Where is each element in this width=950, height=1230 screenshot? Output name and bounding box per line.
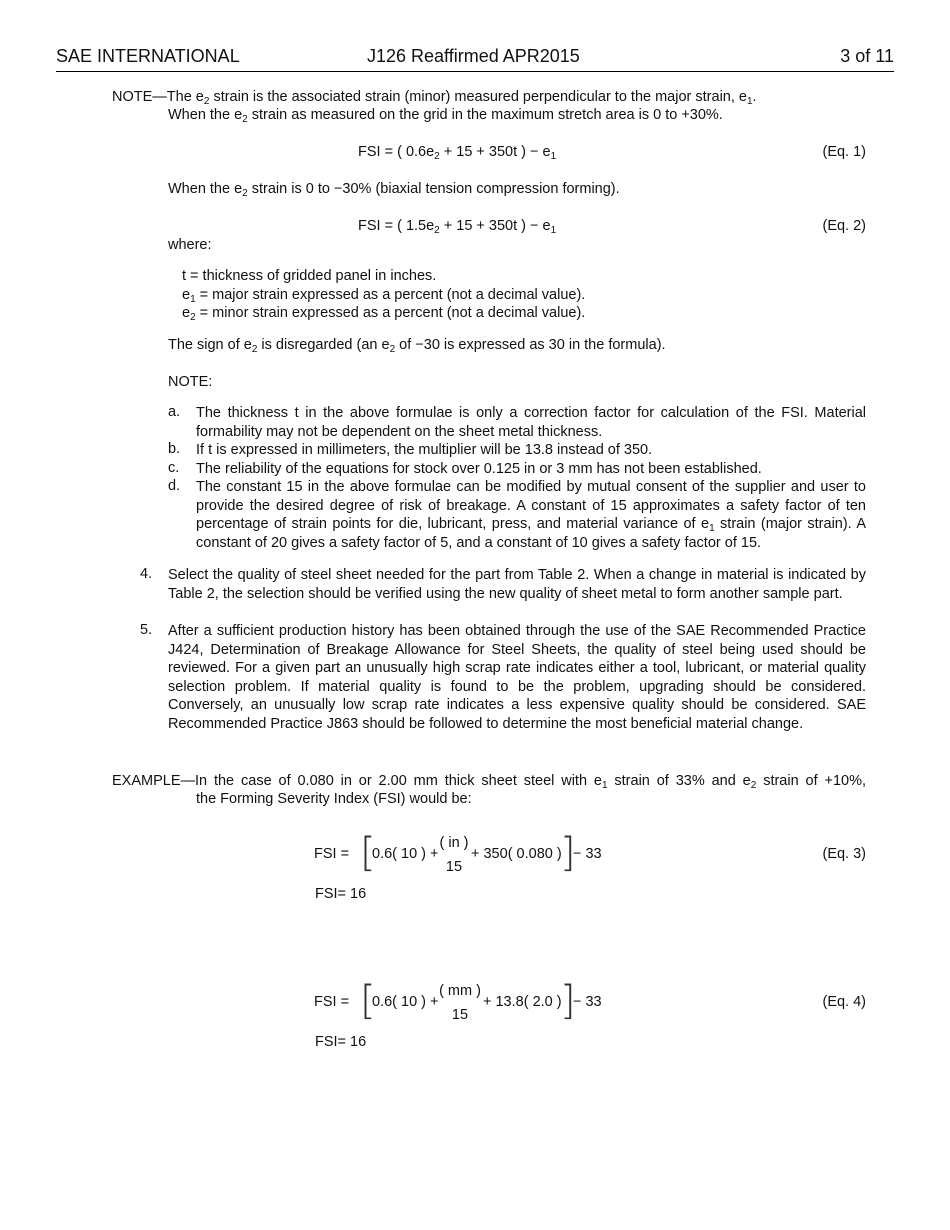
step-4-marker: 4. [140, 566, 153, 582]
note-line-2: When the $e_2$ strain as measured on the grid in the maximum stretch area is 0 to +30%. [168, 107, 723, 125]
note-b-marker: b. [168, 441, 181, 457]
step-5-marker: 5. [140, 622, 153, 638]
eq4-result: FSI= 16 [315, 1034, 367, 1050]
header-org: SAE INTERNATIONAL [56, 46, 240, 66]
eq3-bracket-left: [ [360, 830, 376, 876]
eq4-fraction-numerator: ( mm ) [439, 983, 481, 999]
note-c-marker: c. [168, 460, 180, 476]
note-c: The reliability of the equations for stock over 0.125 in or 3 mm has not been established. [196, 461, 762, 477]
header-page-number: 3 of 11 [840, 46, 894, 66]
eq3-term-2: + 350( 0.080 ) [471, 846, 562, 862]
equation-3-label: (Eq. 3) [822, 846, 866, 862]
eq4-lhs: FSI = [314, 994, 350, 1010]
example-line-1: EXAMPLE—In the case of 0.080 in or 2.00 mm thick sheet steel with $e_1$ strain of 33% and $e_2$ strain of +10%, [112, 773, 867, 791]
equation-2: FSI = ( $1.5e_2 + 15 + 350t$ ) − $e_1$ [358, 218, 557, 236]
eq4-term-1: 0.6( 10 ) + [372, 994, 439, 1010]
equation-1-label: (Eq. 1) [822, 144, 866, 160]
example-line-2: the Forming Severity Index (FSI) would be: [196, 791, 472, 807]
note-d: The constant 15 in the above formulae can be modified by mutual consent of the supplier and user to provide the desired degree of risk of breakage. A constant of 15 approximates a safety factor of ten percentage of strain points for die, lubricant, press, and material variance of $e_1$ strain (major strain). A constant of 20 gives a safety factor of 5, and a constant of 10 gives a safety factor of 15. [196, 479, 866, 551]
eq4-fraction-denominator: 15 [451, 1007, 469, 1023]
sign-text: The sign of $e_2$ is disregarded (an $e_2$ of −30 is expressed as 30 in the formula). [168, 337, 666, 355]
def-e1: $e_1$ = major strain expressed as a percent (not a decimal value). [182, 287, 586, 305]
equation-2-label: (Eq. 2) [822, 218, 866, 234]
eq4-bracket-right: ] [560, 978, 576, 1024]
eq3-fraction-numerator: ( in ) [439, 835, 469, 851]
def-e2: $e_2$ = minor strain expressed as a percent (not a decimal value). [182, 305, 586, 323]
biaxial-text: When the $e_2$ strain is 0 to −30% (biaxial tension compression forming). [168, 181, 620, 199]
note-label: NOTE: [168, 374, 213, 390]
note-line-1: NOTE—The $e_2$ strain is the associated strain (minor) measured perpendicular to the major strain, $e_1$. [112, 89, 757, 107]
note-a: The thickness t in the above formulae is only a correction factor for calculation of the FSI. Material formability may not be dependent on the sheet metal thickness. [196, 405, 866, 440]
eq4-bracket-left: [ [360, 978, 376, 1024]
note-a-marker: a. [168, 404, 181, 420]
note-b: If t is expressed in millimeters, the multiplier will be 13.8 instead of 350. [196, 442, 653, 458]
equation-1: FSI = ( $0.6e_2 + 15 + 350t$ ) − $e_1$ [358, 144, 557, 162]
eq3-term-1: 0.6( 10 ) + [372, 846, 439, 862]
header-doc-id: J126 Reaffirmed APR2015 [367, 46, 580, 66]
step-5: After a sufficient production history has been obtained through the use of the SAE Recommended Practice J424, Determination of Breakage Allowance for Steel Sheets, the quality of steel being used should be reviewed. For a given part an unusually high scrap rate indicates either a tool, lubricant, or material quality selection problem. If material quality is found to be the problem, upgrading should be considered. Conversely, an unusually low scrap rate indicates a less expensive quality should be considered. SAE Recommended Practice J863 should be followed to determine the most beneficial material change. [168, 623, 866, 732]
step-4: Select the quality of steel sheet needed for the part from Table 2. When a change in material is indicated by Table 2, the selection should be verified using the new quality of sheet metal to form another sample part. [168, 567, 866, 602]
header-rule [56, 71, 894, 72]
eq3-result: FSI= 16 [315, 886, 367, 902]
eq3-lhs: FSI = [314, 846, 350, 862]
eq3-term-3: − 33 [573, 846, 602, 862]
where-label: where: [168, 237, 212, 253]
note-d-marker: d. [168, 478, 181, 494]
eq4-term-3: − 33 [573, 994, 602, 1010]
eq3-fraction-denominator: 15 [445, 859, 463, 875]
def-t: t = thickness of gridded panel in inches. [182, 268, 437, 284]
eq3-bracket-right: ] [560, 830, 576, 876]
equation-4-label: (Eq. 4) [822, 994, 866, 1010]
eq4-term-2: + 13.8( 2.0 ) [483, 994, 562, 1010]
